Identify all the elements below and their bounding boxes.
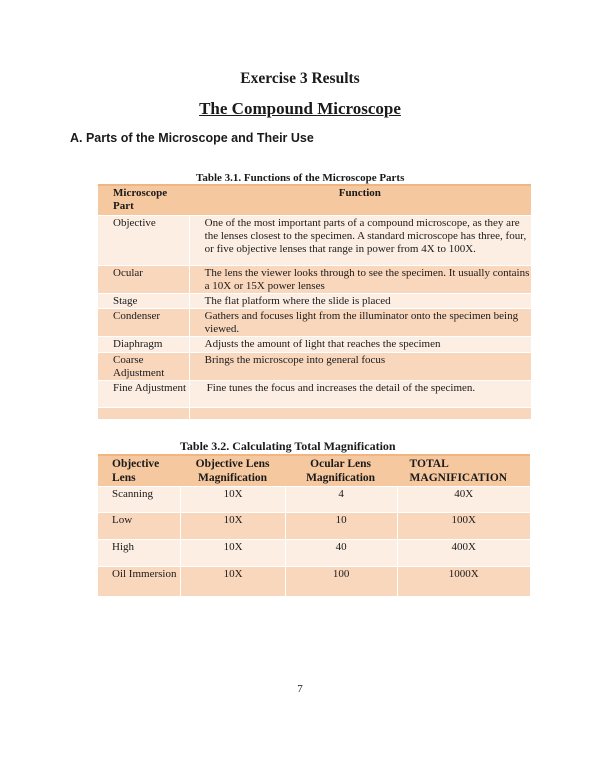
table-header-row <box>98 186 531 215</box>
function-cell: Brings the microscope into general focus <box>189 352 531 380</box>
column-header: Objective Lens Magnification <box>180 456 284 486</box>
function-cell: The flat platform where the slide is placed <box>189 293 531 308</box>
objective-cell: 10X <box>180 566 284 596</box>
section-heading: A. Parts of the Microscope and Their Use <box>70 131 314 145</box>
part-cell: Ocular <box>98 265 189 293</box>
objective-cell: 10X <box>180 539 284 566</box>
part-cell: Objective <box>98 215 189 265</box>
ocular-cell: 4 <box>285 486 397 512</box>
part-cell <box>98 380 189 407</box>
objective-cell: 10X <box>180 486 284 512</box>
table-row <box>98 566 530 596</box>
magnification-table <box>98 454 530 596</box>
table-row <box>98 539 530 566</box>
part-cell: Stage <box>98 293 189 308</box>
table-row <box>98 486 530 512</box>
column-header: Microscope Part <box>98 186 189 215</box>
table-caption: Table 3.2. Calculating Total Magnification <box>180 439 396 453</box>
part-cell: Condenser <box>98 308 189 336</box>
function-cell: The lens the viewer looks through to see the specimen. It usually contains a 10X or 15X power lenses <box>189 265 531 293</box>
table-row <box>98 512 530 539</box>
lens-cell: Low <box>98 512 180 539</box>
part-label: Fine Adjustment <box>113 382 187 394</box>
table-row <box>98 265 531 293</box>
function-cell: Adjusts the amount of light that reaches the specimen <box>189 336 531 352</box>
ocular-cell: 40 <box>285 539 397 566</box>
function-cell: One of the most important parts of a compound microscope, as they are the lenses closest to the specimen. A standard microscope has three, four, or five objective lenses that range in power from 4X to 100X. <box>189 215 531 265</box>
objective-cell: 10X <box>180 512 284 539</box>
table-row <box>98 380 531 407</box>
table-row <box>98 407 531 419</box>
column-header: Ocular Lens Magnification <box>285 456 397 486</box>
function-cell: Fine tunes the focus and increases the detail of the specimen. <box>189 380 531 407</box>
table-row <box>98 293 531 308</box>
part-cell: Diaphragm <box>98 336 189 352</box>
column-header: TOTAL MAGNIFICATION <box>397 456 530 486</box>
microscope-parts-table <box>98 184 531 419</box>
ocular-cell: 100 <box>285 566 397 596</box>
part-cell: Coarse Adjustment <box>98 352 189 380</box>
table-row <box>98 336 531 352</box>
page-title: Exercise 3 Results <box>240 70 360 87</box>
table-row <box>98 352 531 380</box>
total-cell: 40X <box>397 486 530 512</box>
total-cell: 100X <box>397 512 530 539</box>
table-caption: Table 3.1. Functions of the Microscope Parts <box>196 172 405 184</box>
table-row <box>98 215 531 265</box>
table-header-row <box>98 456 530 486</box>
column-header: Objective Lens <box>98 456 180 486</box>
column-header: Function <box>189 186 531 215</box>
lens-cell: High <box>98 539 180 566</box>
part-cell <box>98 407 189 419</box>
table-row <box>98 308 531 336</box>
ocular-cell: 10 <box>285 512 397 539</box>
function-cell <box>189 407 531 419</box>
lens-cell: Scanning <box>98 486 180 512</box>
total-cell: 1000X <box>397 566 530 596</box>
page-number: 7 <box>297 683 303 695</box>
total-cell: 400X <box>397 539 530 566</box>
lens-cell: Oil Immersion <box>98 566 180 596</box>
function-cell: Gathers and focuses light from the illuminator onto the specimen being viewed. <box>189 308 531 336</box>
page-subtitle: The Compound Microscope <box>199 99 401 118</box>
